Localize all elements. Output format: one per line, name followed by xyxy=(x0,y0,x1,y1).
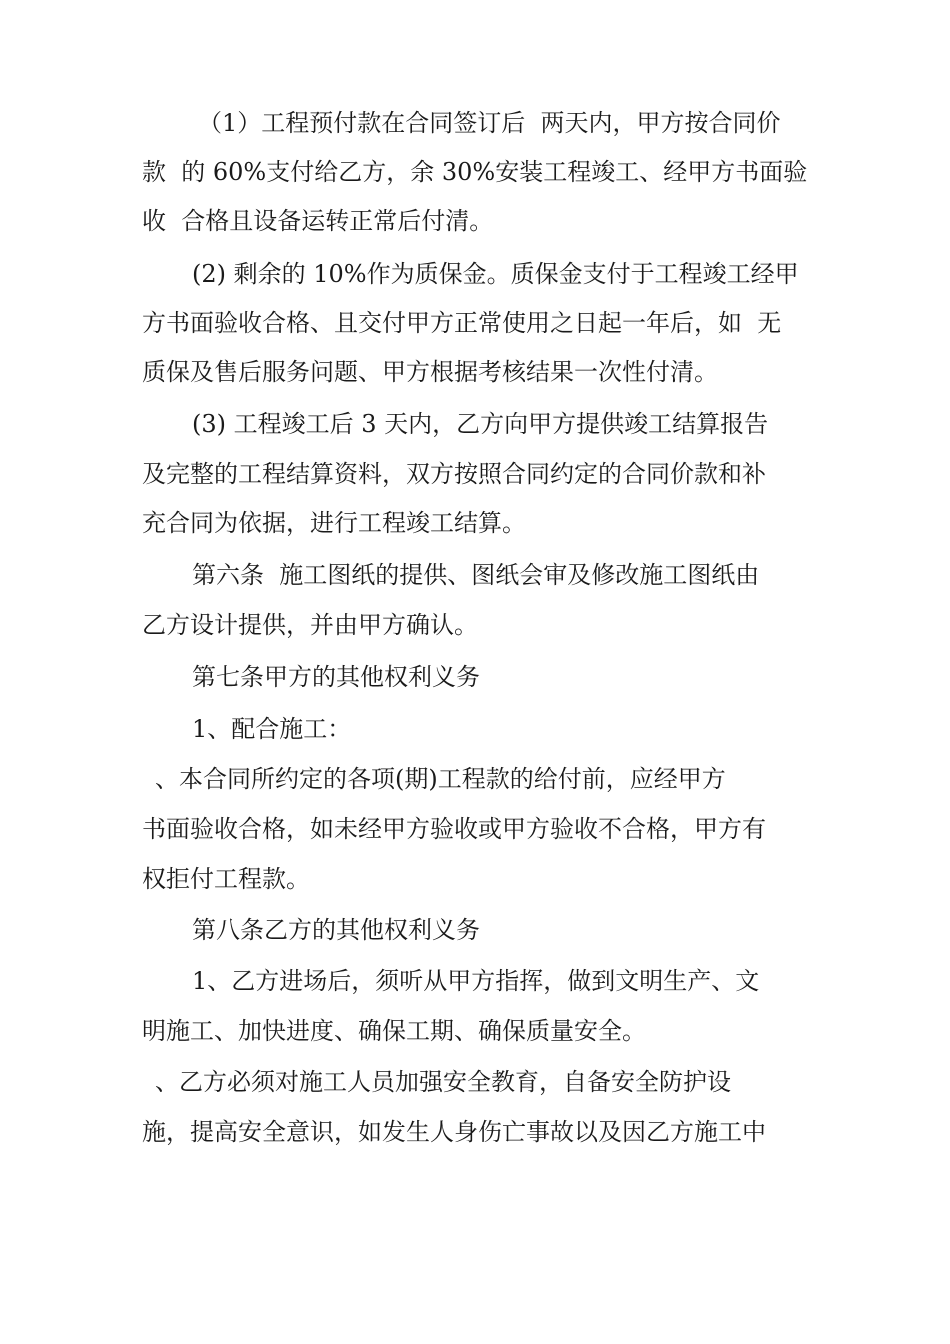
text-line: (3) 工程竣工后 3 天内，乙方向甲方提供竣工结算报告 xyxy=(192,410,769,438)
text-line: 施，提高安全意识，如发生人身伤亡事故以及因乙方施工中 xyxy=(142,1118,766,1146)
text-line: 权拒付工程款。 xyxy=(142,865,310,893)
text-line: 、乙方必须对施工人员加强安全教育，自备安全防护设 xyxy=(155,1068,731,1096)
text-line: 及完整的工程结算资料，双方按照合同约定的合同价款和补 xyxy=(142,460,766,488)
text-line: 明施工、加快进度、确保工期、确保质量安全。 xyxy=(142,1017,646,1045)
text-line: 1、配合施工： xyxy=(192,715,352,743)
text-line: (2) 剩余的 10%作为质保金。质保金支付于工程竣工经甲 xyxy=(192,260,799,288)
text-line: 第六条 施工图纸的提供、图纸会审及修改施工图纸由 xyxy=(192,561,760,589)
section-heading: 第八条乙方的其他权利义务 xyxy=(192,916,480,944)
text-line: 款 的 60%支付给乙方，余 30%安装工程竣工、经甲方书面验 xyxy=(142,158,808,186)
text-line: 收 合格且设备运转正常后付清。 xyxy=(142,207,494,235)
text-line: 乙方设计提供，并由甲方确认。 xyxy=(142,611,478,639)
section-heading: 第七条甲方的其他权利义务 xyxy=(192,663,480,691)
text-line: 书面验收合格，如未经甲方验收或甲方验收不合格，甲方有 xyxy=(142,815,766,843)
text-line: （1）工程预付款在合同签订后 两天内，甲方按合同价 xyxy=(198,109,781,137)
text-line: 充合同为依据，进行工程竣工结算。 xyxy=(142,509,526,537)
text-line: 、本合同所约定的各项(期)工程款的给付前，应经甲方 xyxy=(155,765,726,793)
text-line: 1、乙方进场后，须听从甲方指挥，做到文明生产、文 xyxy=(192,967,760,995)
text-line: 方书面验收合格、且交付甲方正常使用之日起一年后，如 无 xyxy=(142,309,782,337)
text-line: 质保及售后服务问题、甲方根据考核结果一次性付清。 xyxy=(142,358,718,386)
